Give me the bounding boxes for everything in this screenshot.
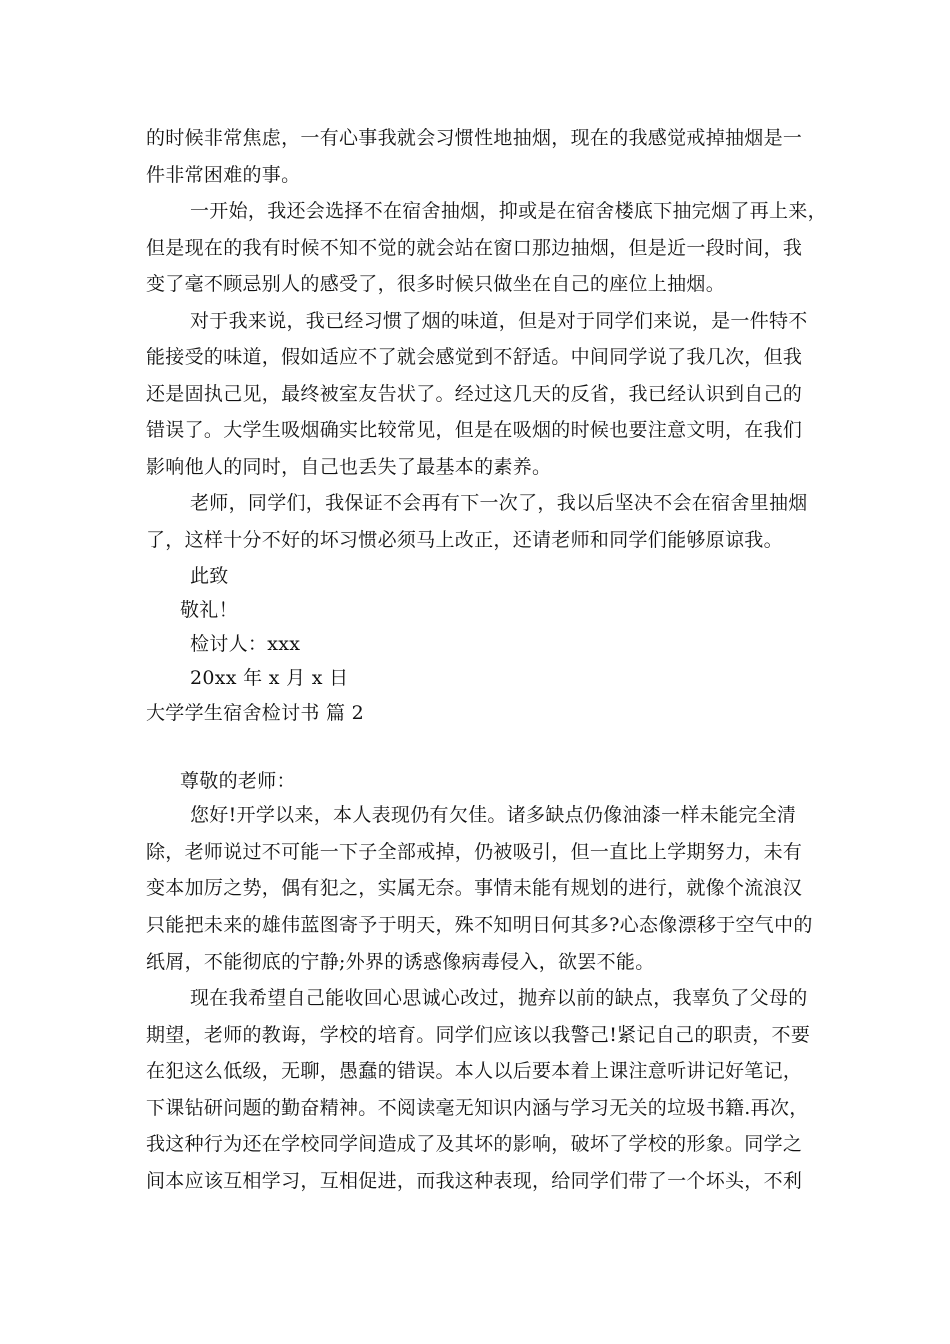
closing-regards: 敬礼！ [180,599,238,621]
paragraph-start-line: 对于我来说，我已经习惯了烟的味道，但是对于同学们来说，是一件特不 [190,310,808,332]
text-line: 还是固执己见，最终被室友告状了。经过这几天的反省，我已经认识到自己的 [146,383,803,405]
text-line: 除，老师说过不可能一下子全部戒掉，仍被吸引，但一直比上学期努力，未有 [146,841,803,863]
paragraph-start-line: 一开始，我还会选择不在宿舍抽烟，抑或是在宿舍楼底下抽完烟了再上来， [190,200,827,222]
text-line: 了，这样十分不好的坏习惯必须马上改正，还请老师和同学们能够原谅我。 [146,529,783,551]
text-line: 的时候非常焦虑，一有心事我就会习惯性地抽烟，现在的我感觉戒掉抽烟是一 [146,127,803,149]
paragraph-start-line: 现在我希望自己能收回心思诚心改过，抛弃以前的缺点，我辜负了父母的 [190,987,808,1009]
text-line: 错误了。大学生吸烟确实比较常见，但是在吸烟的时候也要注意文明，在我们 [146,419,803,441]
text-line: 但是现在的我有时候不知不觉的就会站在窗口那边抽烟，但是近一段时间，我 [146,237,803,259]
text-line: 纸屑，不能彻底的宁静;外界的诱惑像病毒侵入，欲罢不能。 [146,951,655,973]
text-line: 下课钻研问题的勤奋精神。不阅读毫无知识内涵与学习无关的垃圾书籍.再次， [146,1097,809,1119]
text-line: 件非常困难的事。 [146,164,301,186]
paragraph-start-line: 您好!开学以来，本人表现仍有欠佳。诸多缺点仍像油漆一样未能完全清 [190,804,797,826]
text-line: 期望，老师的教诲，学校的培育。同学们应该以我警己!紧记自己的职责，不要 [146,1024,811,1046]
text-line: 在犯这么低级，无聊，愚蠢的错误。本人以后要本着上课注意听讲记好笔记， [146,1060,803,1082]
text-line: 间本应该互相学习，互相促进，而我这种表现，给同学们带了一个坏头，不利 [146,1170,803,1192]
greeting-line: 尊敬的老师： [180,770,296,792]
text-line: 影响他人的同时，自己也丢失了最基本的素养。 [146,456,552,478]
text-line: 变了毫不顾忌别人的感受了，很多时候只做坐在自己的座位上抽烟。 [146,273,726,295]
paragraph-start-line: 老师，同学们，我保证不会再有下一次了，我以后坚决不会在宿舍里抽烟 [190,492,808,514]
text-line: 能接受的味道，假如适应不了就会感觉到不舒适。中间同学说了我几次，但我 [146,346,803,368]
date-line: 20xx 年 x 月 x 日 [190,667,349,689]
section-title: 大学学生宿舍检讨书 篇 2 [146,702,365,724]
text-line: 只能把未来的雄伟蓝图寄予于明天，殊不知明日何其多?心态像漂移于空气中的 [146,914,813,936]
signature-line: 检讨人：xxx [190,633,301,655]
text-line: 变本加厉之势，偶有犯之，实属无奈。事情未能有规划的进行，就像个流浪汉 [146,877,803,899]
closing-salutation: 此致 [190,565,229,587]
text-line: 我这种行为还在学校同学间造成了及其坏的影响，破坏了学校的形象。同学之 [146,1133,803,1155]
